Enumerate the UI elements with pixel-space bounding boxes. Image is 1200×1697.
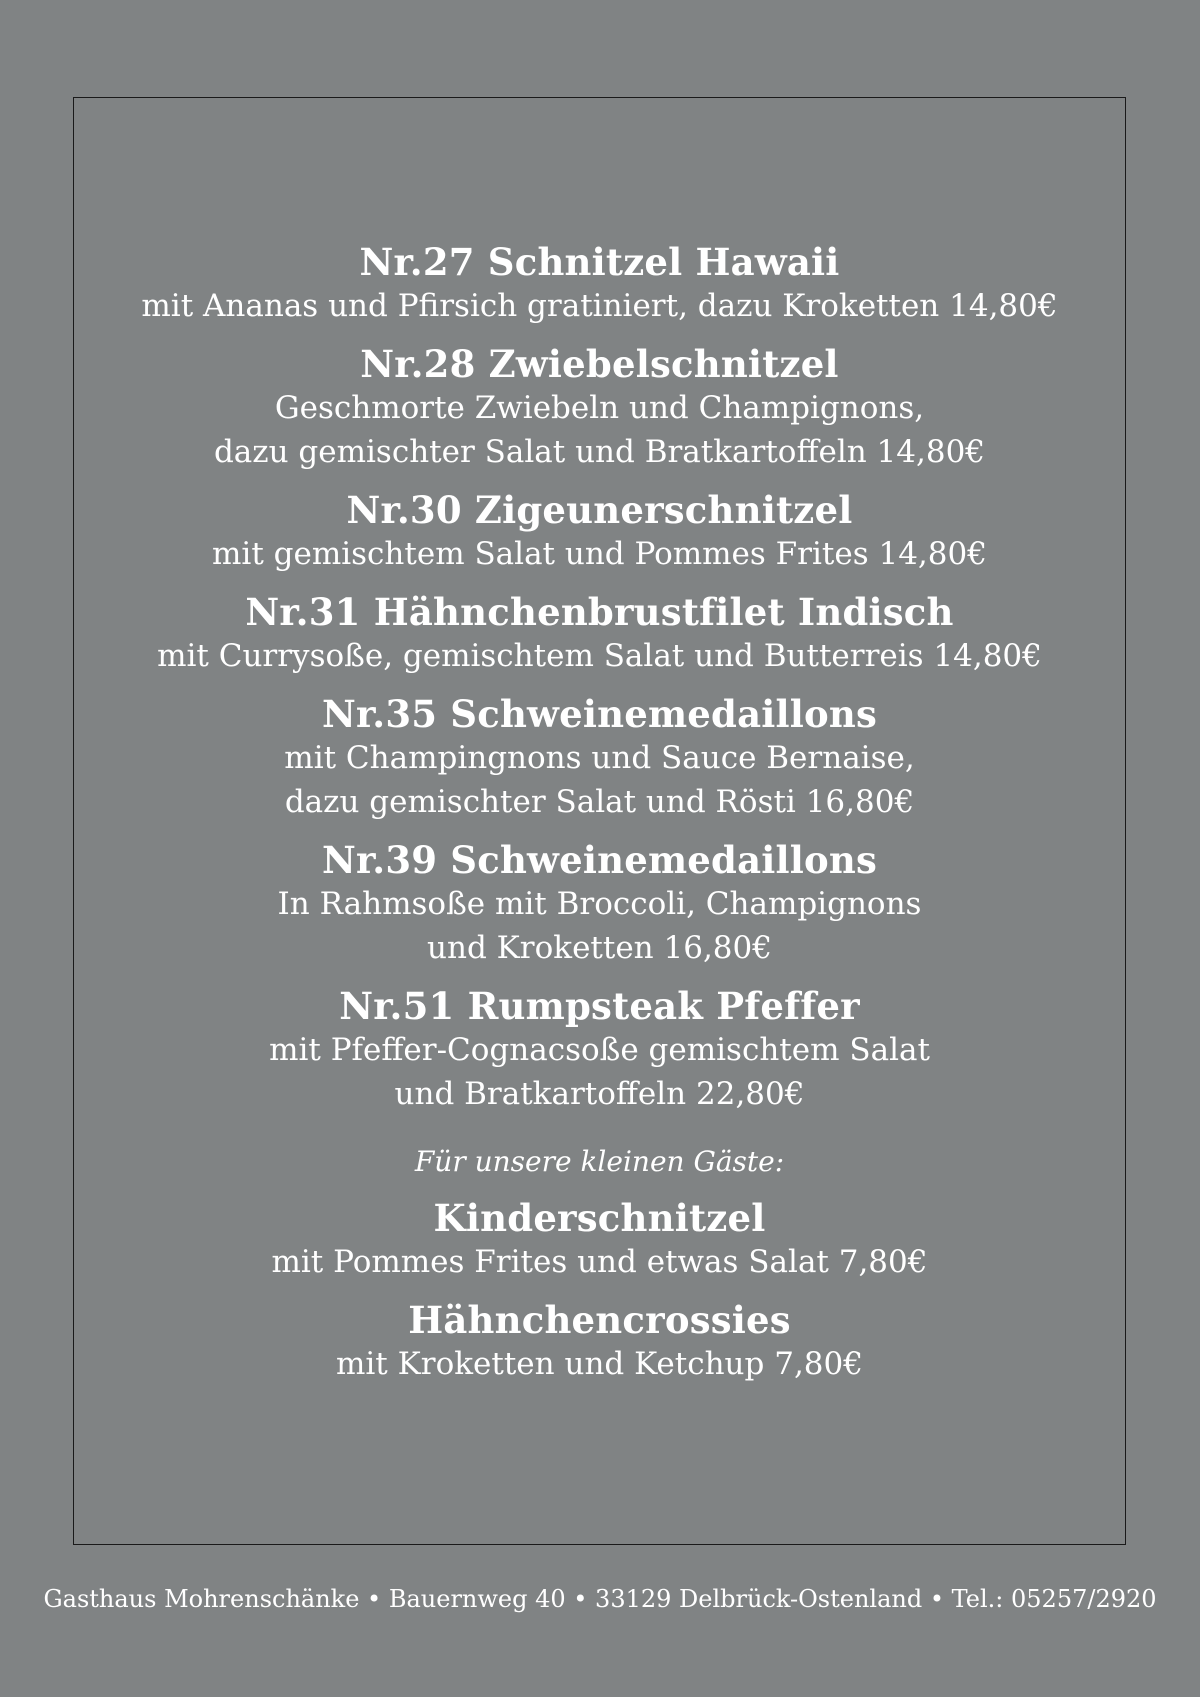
dish-description-line: dazu gemischter Salat und Bratkartoffeln 14,80€ — [213, 434, 986, 470]
dish-description — [73, 284, 1126, 328]
dish-description — [73, 882, 1126, 970]
kids-dish-item — [73, 1196, 1126, 1284]
dish-item — [73, 838, 1126, 970]
dish-description-line: mit Ananas und Pfirsich gratiniert, dazu Kroketten 14,80€ — [141, 288, 1058, 324]
kids-dish-item — [73, 1298, 1126, 1386]
dish-description-line: mit Pfeffer-Cognacsoße gemischtem Salat — [269, 1032, 930, 1068]
dish-title: Nr.30 Zigeunerschnitzel — [346, 488, 853, 532]
dish-description — [73, 1028, 1126, 1116]
dish-description-line: mit Pommes Frites und etwas Salat 7,80€ — [271, 1244, 928, 1280]
dish-title: Hähnchencrossies — [408, 1298, 791, 1342]
dish-description-line: mit Champingnons und Sauce Bernaise, — [284, 740, 915, 776]
dish-title: Kinderschnitzel — [433, 1196, 766, 1240]
dish-description-line: Geschmorte Zwiebeln und Champignons, — [274, 390, 925, 426]
dish-title: Nr.39 Schweinemedaillons — [321, 838, 878, 882]
footer-address: Gasthaus Mohrenschänke • Bauernweg 40 • 33129 Delbrück-Ostenland • Tel.: 05257/2920 — [43, 1585, 1157, 1613]
kids-section-heading: Für unsere kleinen Gäste: — [414, 1145, 785, 1178]
dish-description-line: dazu gemischter Salat und Rösti 16,80€ — [284, 784, 915, 820]
dish-item — [73, 488, 1126, 576]
dish-item — [73, 984, 1126, 1116]
dish-description — [73, 1240, 1126, 1284]
dish-description — [73, 386, 1126, 474]
dish-description-line: mit Currysoße, gemischtem Salat und Butterreis 14,80€ — [157, 638, 1042, 674]
dish-item — [73, 240, 1126, 328]
dish-title: Nr.31 Hähnchenbrustfilet Indisch — [245, 590, 954, 634]
dish-description-line: und Bratkartoffeln 22,80€ — [394, 1076, 805, 1112]
dish-title: Nr.51 Rumpsteak Pfeffer — [339, 984, 860, 1028]
dish-description-line: mit gemischtem Salat und Pommes Frites 14,80€ — [212, 536, 987, 572]
dish-item — [73, 692, 1126, 824]
dish-title: Nr.27 Schnitzel Hawaii — [359, 240, 840, 284]
menu-list — [73, 240, 1126, 1400]
dish-description — [73, 1342, 1126, 1386]
dish-title: Nr.28 Zwiebelschnitzel — [360, 342, 839, 386]
dish-description-line: In Rahmsoße mit Broccoli, Champignons — [277, 886, 922, 922]
dish-item — [73, 342, 1126, 474]
dish-description — [73, 736, 1126, 824]
dish-description-line: und Kroketten 16,80€ — [427, 930, 772, 966]
dish-title: Nr.35 Schweinemedaillons — [321, 692, 878, 736]
dish-description-line: mit Kroketten und Ketchup 7,80€ — [336, 1346, 863, 1382]
dish-description — [73, 634, 1126, 678]
dish-item — [73, 590, 1126, 678]
dish-description — [73, 532, 1126, 576]
